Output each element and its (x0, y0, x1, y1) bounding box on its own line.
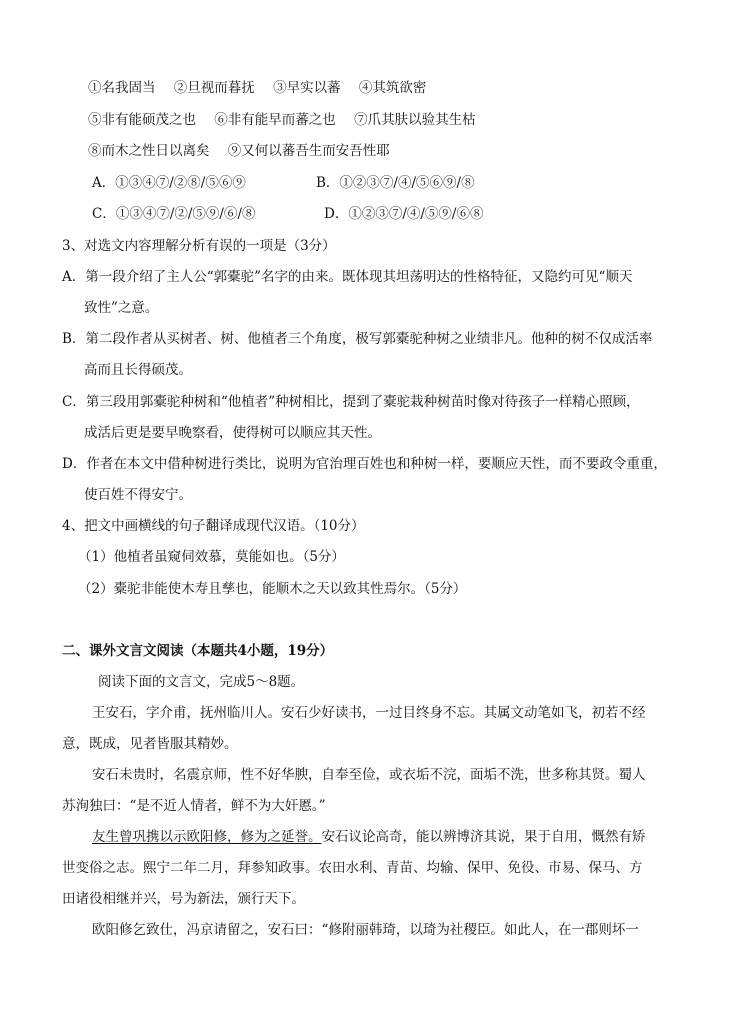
q3-option-c-line1: C．第三段用郭橐驼种树和“他植者”种树相比，提到了橐驼栽种树苗时像对待孩子一样精心照顾， (62, 394, 640, 410)
options-row-1 (88, 79, 440, 97)
question-4-stem: 4、把文中画横线的句子翻译成现代汉语。（10分） (62, 518, 365, 534)
option-item: ⑧而木之性日以离矣 (88, 143, 210, 159)
choice-c: C．①③④⑦/②/⑤⑨/⑥/⑧ (92, 206, 256, 222)
q3-option-d-line2: 使百姓不得安宁。 (84, 487, 192, 503)
choice-d: D．①②③⑦/④/⑤⑨/⑥⑧ (324, 206, 484, 222)
passage-p1-line1: 王安石，字介甫，抚州临川人。安石少好读书，一过目终身不忘。其属文动笔如飞，初若不经 (92, 705, 646, 721)
choice-a: A．①③④⑦/②⑧/⑤⑥⑨ (92, 175, 246, 191)
underlined-sentence: 友生曾巩携以示欧阳修，修为之延誉。 (92, 829, 322, 845)
option-item: ⑥非有能早而蕃之也 (214, 112, 336, 128)
options-row-2 (88, 111, 490, 129)
option-item: ⑨又何以蕃吾生而安吾性耶 (227, 143, 390, 159)
passage-p2-line2: 苏洵独曰：“是不近人情者，鲜不为大奸慝。” (62, 798, 326, 814)
option-item: ①名我固当 (88, 80, 156, 96)
q3-option-b-line1: B．第二段作者从买树者、树、他植者三个角度，极写郭橐驼种树之业绩非凡。他种的树不仅成活率 (62, 331, 653, 347)
options-row-3 (88, 142, 404, 160)
passage-p3-line3: 田诸役相继并兴，号为新法，颁行天下。 (62, 891, 305, 907)
choice-b: B．①②③⑦/④/⑤⑥⑨/⑧ (316, 175, 475, 191)
passage-p3-line2: 世变俗之志。熙宁二年二月，拜参知政事。农田水利、青苗、均输、保甲、免役、市易、保马、方 (62, 860, 643, 876)
option-item: ⑦爪其肤以验其生枯 (354, 112, 476, 128)
passage-p2-line1: 安石未贵时，名震京师，性不好华腴，自奉至俭，或衣垢不浣，面垢不洗，世多称其贤。蜀人 (92, 767, 646, 783)
q3-option-a-line1: A．第一段介绍了主人公“郭橐驼”名字的由来。既体现其坦荡明达的性格特征，又隐约可见“顺天 (62, 269, 633, 285)
q3-option-a-line2: 致性”之意。 (84, 300, 159, 316)
section-2-heading: 二、课外文言文阅读（本题共4小题，19分） (62, 643, 334, 659)
option-item: ⑤非有能硕茂之也 (88, 112, 196, 128)
passage-p1-line2: 意，既成，见者皆服其精妙。 (62, 736, 238, 752)
q4-sentence-1: （1）他植者虽窥伺效慕，莫能如也。（5分） (78, 549, 345, 565)
option-item: ③早实以蕃 (273, 80, 341, 96)
passage-text: 安石议论高奇，能以辨博济其说，果于自用，慨然有矫 (321, 829, 646, 845)
q3-option-c-line2: 成活后更是要早晚察看，使得树可以顺应其天性。 (84, 425, 381, 441)
option-item: ④其筑欲密 (358, 80, 427, 96)
passage-p3-line1 (92, 828, 646, 846)
q3-option-b-line2: 高而且长得硕茂。 (84, 362, 192, 378)
q3-option-d-line1: D．作者在本文中借种树进行类比，说明为官治理百姓也和种树一样，要顺应天性，而不要政令重重， (62, 456, 667, 472)
section-2-instruction: 阅读下面的文言文，完成5～8题。 (98, 674, 305, 690)
question-3-stem: 3、对选文内容理解分析有误的一项是（3分） (62, 238, 336, 254)
option-item: ②旦视而暮抚 (173, 80, 255, 96)
passage-p4-line1: 欧阳修乞致仕，冯京请留之，安石曰：“修附丽韩琦，以琦为社稷臣。如此人，在一郡则坏一 (92, 922, 639, 938)
q4-sentence-2: （2）橐驼非能使木寿且孳也，能顺木之天以致其性焉尔。（5分） (78, 581, 467, 597)
